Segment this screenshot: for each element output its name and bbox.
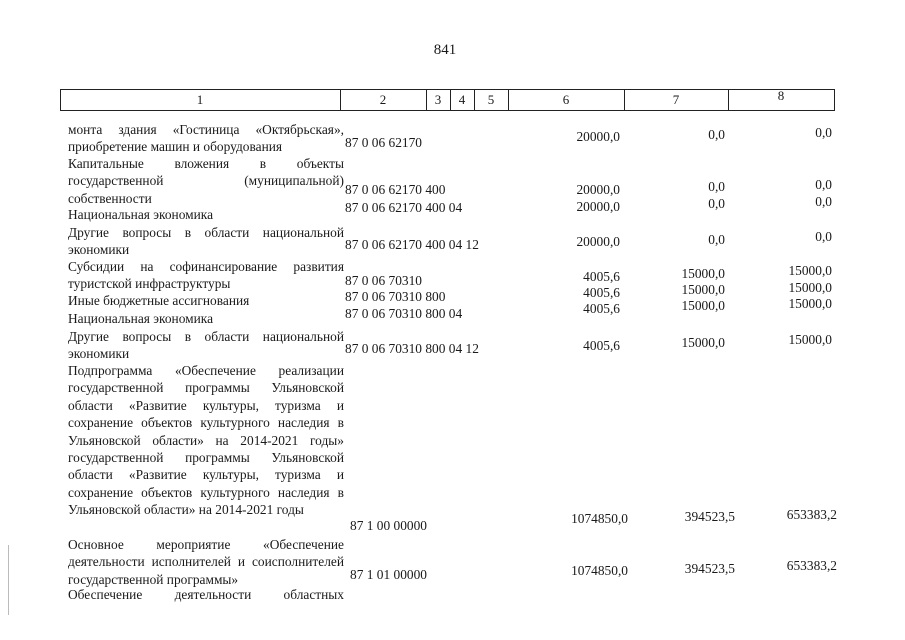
table-row-description: Другие вопросы в области национальной экономики <box>68 225 344 258</box>
table-row-value-col7: 394523,5 <box>684 561 735 576</box>
table-row-value-col8: 0,0 <box>815 125 832 140</box>
table-row-code: 87 0 06 70310 800 04 <box>345 306 463 321</box>
table-row-value-col7: 15000,0 <box>681 335 725 350</box>
table-row-code: 87 0 06 62170 400 04 12 <box>345 237 479 252</box>
table-row-description: Другие вопросы в области национальной экономики <box>68 329 344 362</box>
table-row-value-col6: 20000,0 <box>576 182 620 197</box>
table-row-code: 87 1 01 00000 <box>350 567 427 582</box>
header-col-4: 4 <box>458 92 466 107</box>
table-row-value-col7: 0,0 <box>708 179 725 194</box>
table-row-value-col6: 4005,6 <box>583 301 620 316</box>
table-row-value-col6: 20000,0 <box>576 234 620 249</box>
table-row-description: Обеспечение деятельности областных <box>68 587 344 602</box>
header-col-2: 2 <box>379 92 387 107</box>
table-row-code: 87 0 06 70310 800 <box>345 289 446 304</box>
table-row-description: Субсидии на софинансирование развития туристской инфраструктуры <box>68 259 344 292</box>
header-col-8: 8 <box>777 88 785 103</box>
table-row-value-col8: 653383,2 <box>786 507 837 522</box>
table-row-value-col7: 394523,5 <box>684 509 735 524</box>
table-row-value-col6: 4005,6 <box>583 269 620 284</box>
table-row-value-col7: 15000,0 <box>681 266 725 281</box>
table-row-description: Основное мероприятие «Обеспечение деятельности исполнителей и соисполнителей государственной программы» <box>68 537 344 587</box>
header-col-7: 7 <box>672 92 680 107</box>
table-row-code: 87 1 00 00000 <box>350 518 427 533</box>
table-row-value-col7: 0,0 <box>708 127 725 142</box>
table-row-description: Подпрограмма «Обеспечение реализации государственной программы Ульяновской области «Развитие культуры, туризма и сохранение объектов культурного наследия в Ульяновской области» на 2014-2021 годы» государственной программы Ульяновской области «Развитие культуры, туризма и сохранение объектов культурного наследия в Ульяновской области» на 2014-2021 годы <box>68 363 344 518</box>
page-number: 841 <box>433 42 457 58</box>
table-row-code: 87 0 06 70310 800 04 12 <box>345 341 479 356</box>
scan-edge-mark <box>8 545 9 615</box>
table-row-value-col8: 15000,0 <box>788 263 832 278</box>
table-row-value-col7: 15000,0 <box>681 298 725 313</box>
table-row-code: 87 0 06 62170 <box>345 135 422 150</box>
table-row-value-col7: 15000,0 <box>681 282 725 297</box>
table-row-description: монта здания «Гостиница «Октябрьская», приобретение машин и оборудования <box>68 122 344 155</box>
table-row-description: Национальная экономика <box>68 311 214 326</box>
table-row-value-col6: 20000,0 <box>576 129 620 144</box>
table-row-code: 87 0 06 70310 <box>345 273 422 288</box>
header-col-5: 5 <box>487 92 495 107</box>
table-row-value-col8: 0,0 <box>815 177 832 192</box>
header-col-6: 6 <box>562 92 570 107</box>
table-row-code: 87 0 06 62170 400 <box>345 182 446 197</box>
table-row-value-col8: 15000,0 <box>788 296 832 311</box>
table-row-description: Капитальные вложения в объекты государственной (муниципальной) собственности <box>68 156 344 206</box>
table-row-value-col6: 1074850,0 <box>571 511 628 526</box>
table-row-value-col8: 0,0 <box>815 194 832 209</box>
table-row-value-col7: 0,0 <box>708 232 725 247</box>
table-header <box>60 89 835 111</box>
table-row-value-col7: 0,0 <box>708 196 725 211</box>
table-row-value-col8: 15000,0 <box>788 280 832 295</box>
table-row-description: Национальная экономика <box>68 207 214 222</box>
table-row-value-col6: 20000,0 <box>576 199 620 214</box>
table-row-code: 87 0 06 62170 400 04 <box>345 200 463 215</box>
table-row-value-col8: 15000,0 <box>788 332 832 347</box>
header-col-1: 1 <box>196 92 204 107</box>
table-row-value-col8: 0,0 <box>815 229 832 244</box>
table-row-value-col6: 4005,6 <box>583 338 620 353</box>
table-row-value-col6: 4005,6 <box>583 285 620 300</box>
table-row-description: Иные бюджетные ассигнования <box>68 293 250 308</box>
header-col-3: 3 <box>434 92 442 107</box>
table-row-value-col8: 653383,2 <box>786 558 837 573</box>
table-row-value-col6: 1074850,0 <box>571 563 628 578</box>
